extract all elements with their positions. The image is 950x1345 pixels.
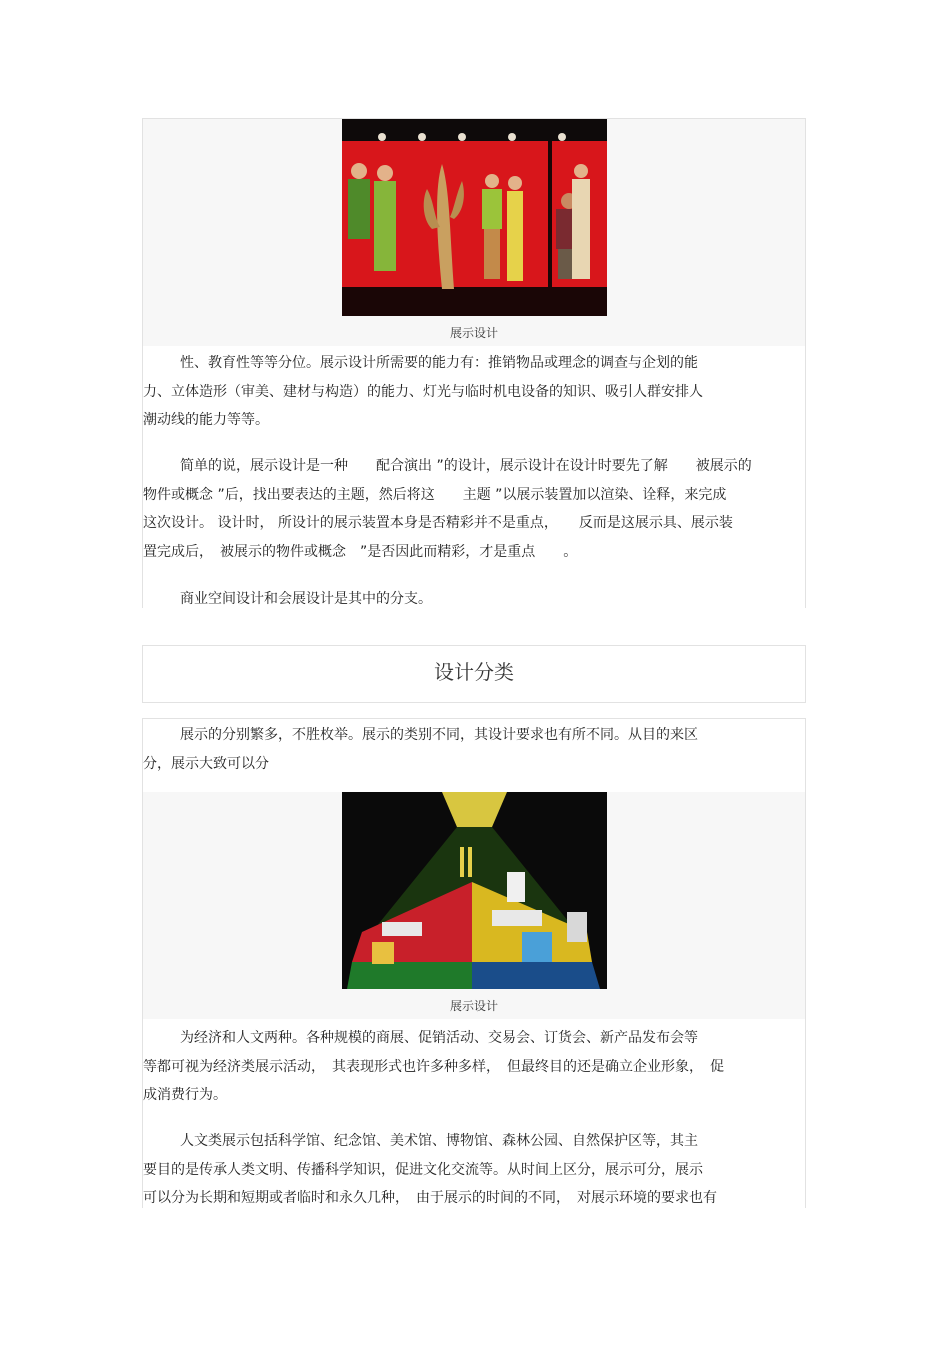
section-heading: 设计分类 [142, 645, 806, 703]
text-line: 要目的是传承人类文明、传播科学知识，促进文化交流等。从时间上区分，展示可分，展示 [143, 1161, 703, 1178]
text-line: 可以分为长期和短期或者临时和永久几种， 由于展示的时间的不同， 对展示环境的要求也有 [143, 1190, 717, 1206]
text-line: 分，展示大致可以分 [143, 755, 269, 772]
figure-2 [143, 792, 805, 1019]
section-2-box [142, 718, 806, 1208]
text-line: 简单的说，展示设计是一种 配合演出 ”的设计，展示设计在设计时要先了解 被展示的 [180, 458, 752, 474]
section-2-intro [143, 721, 807, 778]
section-1-box [142, 118, 806, 608]
section-1-paragraph-1 [143, 349, 807, 435]
figure-2-caption: 展示设计 [449, 999, 498, 1013]
text-line: 性、教育性等等分位。展示设计所需要的能力有：推销物品或理念的调查与企划的能 [180, 355, 698, 371]
section-2-paragraph-2 [143, 1127, 807, 1213]
text-line: 力、立体造形（审美、建材与构造）的能力、灯光与临时机电设备的知识、吸引人群安排人 [143, 383, 703, 400]
figure-1-caption: 展示设计 [449, 326, 498, 340]
text-line: 成消费行为。 [143, 1087, 227, 1103]
text-line: 潮动线的能力等等。 [143, 412, 269, 428]
section-2-paragraph-1 [143, 1024, 807, 1110]
text-line: 物件或概念 ”后，找出要表达的主题，然后将这 主题 ”以展示装置加以渲染、诠释，来完成 [143, 486, 727, 503]
window-display-photo [342, 119, 607, 316]
section-1-paragraph-2 [143, 452, 807, 566]
section-1-paragraph-3 [143, 585, 807, 614]
text-line: 等都可视为经济类展示活动， 其表现形式也许多种多样， 但最终目的还是确立企业形象， 促 [143, 1058, 724, 1075]
text-line: 置完成后， 被展示的物件或概念 ”是否因此而精彩，才是重点 。 [143, 543, 578, 560]
text-line: 人文类展示包括科学馆、纪念馆、美术馆、博物馆、森林公园、自然保护区等，其主 [180, 1133, 698, 1149]
text-line: 展示的分别繁多，不胜枚举。展示的类别不同，其设计要求也有所不同。从目的来区 [180, 727, 698, 743]
exhibition-booth-photo [342, 792, 607, 989]
text-line: 商业空间设计和会展设计是其中的分支。 [180, 591, 432, 607]
text-line: 为经济和人文两种。各种规模的商展、促销活动、交易会、订货会、新产品发布会等 [180, 1030, 698, 1046]
figure-1 [143, 119, 805, 346]
text-line: 这次设计。 设计时， 所设计的展示装置本身是否精彩并不是重点， 反而是这展示具、展示装 [143, 515, 733, 531]
